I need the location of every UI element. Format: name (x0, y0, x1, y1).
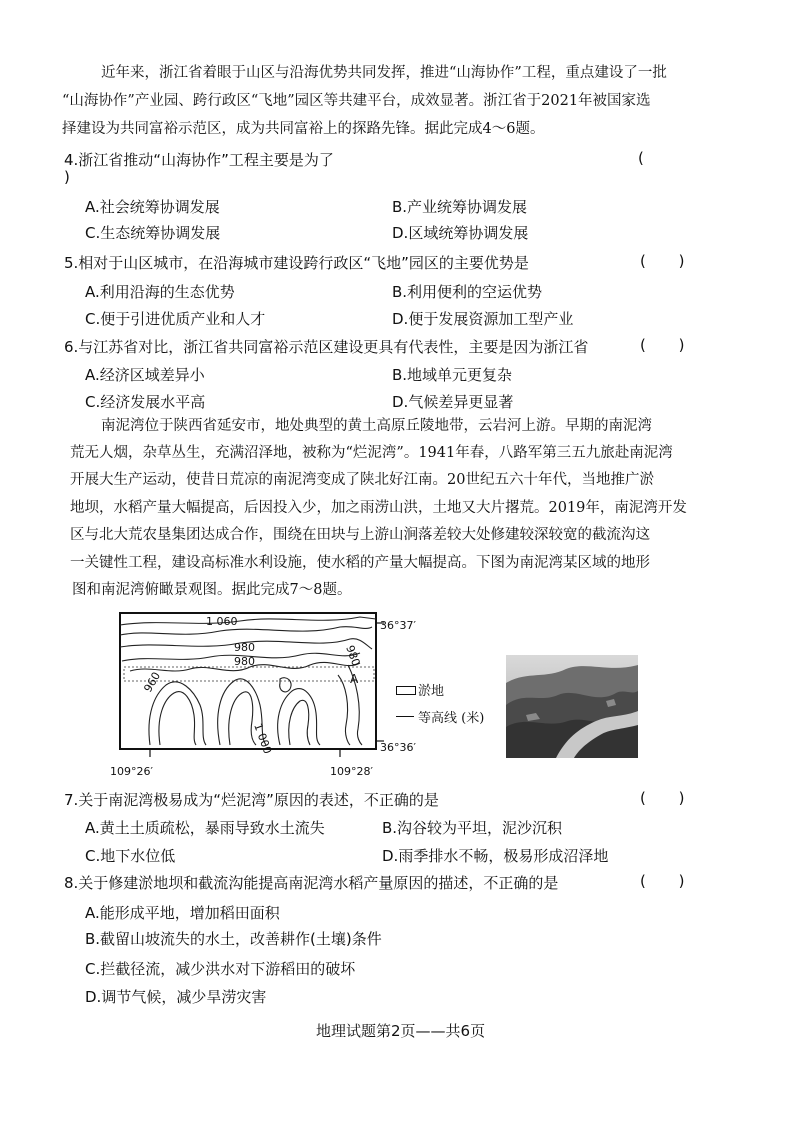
question-8-option-c: C.拦截径流，减少洪水对下游稻田的破坏 (85, 960, 356, 978)
question-7-option-d: D.雨季排水不畅，极易形成沼泽地 (382, 847, 609, 865)
question-5-stem: 5.相对于山区城市，在沿海城市建设跨行政区“飞地”园区的主要优势是 (64, 254, 529, 272)
intro2-line: 开展大生产运动，使昔日荒凉的南泥湾变成了陕北好江南。20世纪五六十年代，当地推广淤 (70, 472, 654, 488)
question-5-option-c: C.便于引进优质产业和人才 (85, 310, 266, 328)
question-7-option-c: C.地下水位低 (85, 847, 176, 865)
silt-legend-label: 淤地 (418, 684, 445, 699)
question-5-option-b: B.利用便利的空运优势 (392, 283, 543, 301)
latitude-top-label: 36°37′ (380, 619, 416, 632)
question-8-paren: ( ) (640, 872, 699, 890)
point-a-label: A (350, 672, 359, 686)
question-4-option-c: C.生态统筹协调发展 (85, 224, 221, 242)
question-6-stem: 6.与江苏省对比，浙江省共同富裕示范区建设更具有代表性，主要是因为浙江省 (64, 338, 589, 356)
question-5-option-a: A.利用沿海的生态优势 (85, 283, 235, 301)
latitude-bottom-label: 36°36′ (380, 741, 416, 754)
intro-line: 择建设为共同富裕示范区，成为共同富裕上的探路先锋。据此完成4～6题。 (62, 121, 545, 137)
question-8-option-b: B.截留山坡流失的水土，改善耕作(土壤)条件 (85, 930, 382, 948)
aerial-landscape-photo (506, 655, 638, 758)
question-4-paren-close: ) (64, 168, 70, 186)
question-6-option-d: D.气候差异更显著 (392, 393, 514, 411)
question-4-option-a: A.社会统筹协调发展 (85, 198, 220, 216)
question-6-option-b: B.地域单元更复杂 (392, 366, 513, 384)
intro2-line: 荒无人烟，杂草丛生，充满沼泽地，被称为“烂泥湾”。1941年春，八路军第三五九旅赴南泥湾 (70, 445, 673, 461)
question-4-option-d: D.区域统筹协调发展 (392, 224, 529, 242)
question-6-paren: ( ) (640, 336, 699, 354)
intro2-line: 一关键性工程，建设高标准水利设施，使水稻的产量大幅提高。下图为南泥湾某区域的地形 (70, 555, 650, 571)
question-8-option-d: D.调节气候，减少旱涝灾害 (85, 988, 267, 1006)
contour-label: 980 (234, 655, 255, 668)
longitude-right-label: 109°28′ (330, 765, 373, 778)
question-6-option-a: A.经济区域差异小 (85, 366, 205, 384)
question-7-paren: ( ) (640, 789, 699, 807)
question-8-stem: 8.关于修建淤地坝和截流沟能提高南泥湾水稻产量原因的描述，不正确的是 (64, 874, 559, 892)
question-4-option-b: B.产业统筹协调发展 (392, 198, 528, 216)
intro2-line: 南泥湾位于陕西省延安市，地处典型的黄土高原丘陵地带，云岩河上游。早期的南泥湾 (101, 418, 652, 434)
question-7-stem: 7.关于南泥湾极易成为“烂泥湾”原因的表述，不正确的是 (64, 791, 439, 809)
contour-label: 980 (343, 643, 363, 668)
page-footer: 地理试题第2页——共6页 (316, 1022, 486, 1040)
longitude-left-label: 109°26′ (110, 765, 153, 778)
intro2-line: 图和南泥湾俯瞰景观图。据此完成7～8题。 (72, 582, 352, 598)
silt-legend-swatch (396, 686, 416, 695)
topographic-map (110, 605, 416, 780)
question-5-paren: ( ) (640, 252, 699, 270)
question-7-option-a: A.黄土土质疏松，暴雨导致水土流失 (85, 819, 325, 837)
intro2-line: 地坝，水稻产量大幅提高，后因投入少，加之雨涝山洪，土地又大片撂荒。2019年，南泥湾开发 (70, 500, 687, 516)
intro2-line: 区与北大荒农垦集团达成合作，围绕在田块与上游山涧落差较大处修建较深较宽的截流沟这 (70, 527, 650, 543)
contour-label: 1 000 (251, 721, 275, 756)
question-6-option-c: C.经济发展水平高 (85, 393, 206, 411)
intro-line: “山海协作”产业园、跨行政区“飞地”园区等共建平台，成效显著。浙江省于2021年被国家选 (62, 93, 651, 109)
contour-label: 980 (234, 641, 255, 654)
question-5-option-d: D.便于发展资源加工型产业 (392, 310, 574, 328)
contour-label: 1 060 (206, 615, 238, 628)
contour-legend-line (396, 716, 414, 717)
question-4-paren-open: ( (638, 149, 644, 167)
contour-label: 960 (141, 669, 164, 695)
question-7-option-b: B.沟谷较为平坦，泥沙沉积 (382, 819, 563, 837)
intro-line: 近年来，浙江省着眼于山区与沿海优势共同发挥，推进“山海协作”工程，重点建设了一批 (101, 65, 667, 81)
question-8-option-a: A.能形成平地，增加稻田面积 (85, 904, 280, 922)
question-4-stem: 4.浙江省推动“山海协作”工程主要是为了 (64, 151, 334, 169)
contour-legend-label: 等高线 (米) (418, 711, 485, 726)
